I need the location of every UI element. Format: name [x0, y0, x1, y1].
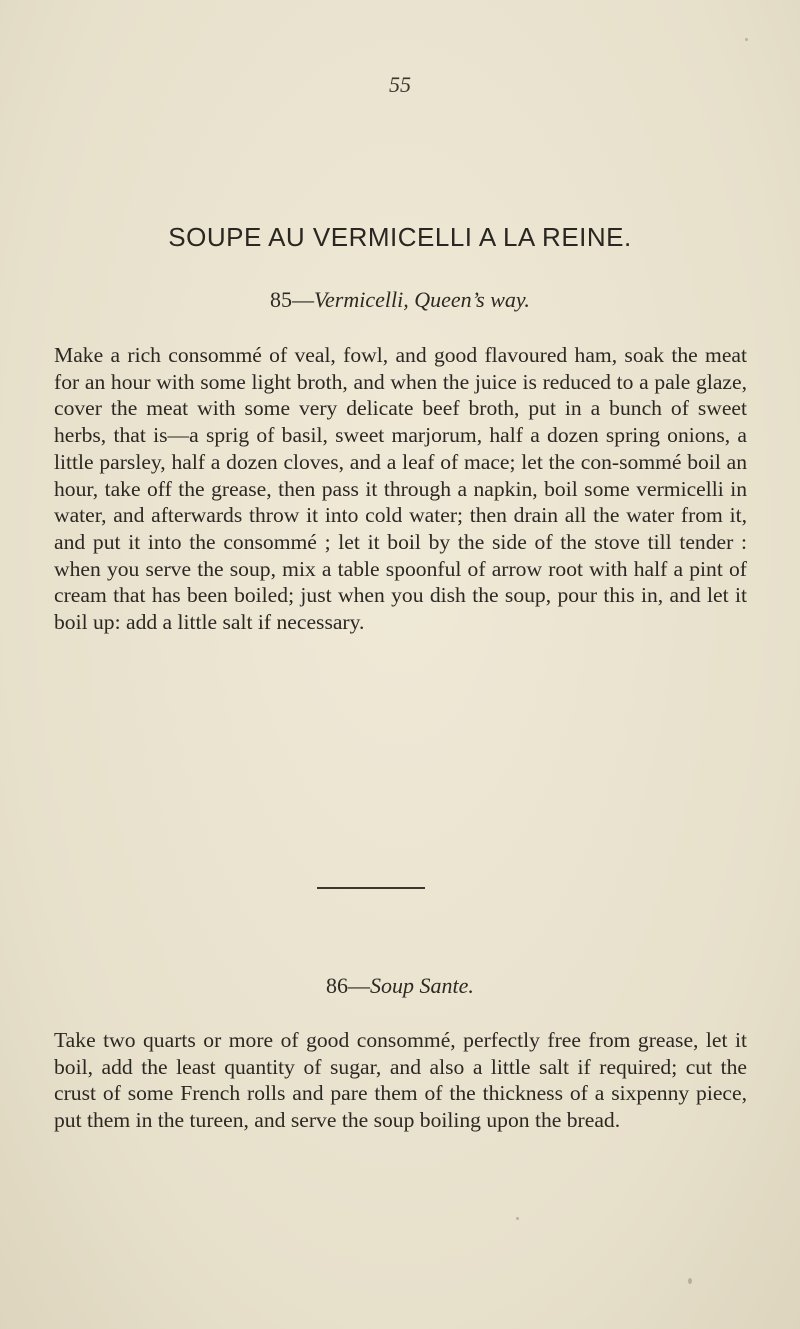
section-title: SOUPE AU VERMICELLI A LA REINE. [168, 222, 632, 252]
paper-speck [745, 38, 748, 41]
recipe-heading-86 [0, 973, 800, 999]
page-number: 55 [389, 72, 411, 97]
recipe-text-85: Make a rich consommé of veal, fowl, and good flavoured ham, soak the meat for an hour with some light broth, and when the juice is reduced to a pale glaze, cover the meat with some very delicate beef broth, put in a bunch of sweet herbs, that is—a sprig of basil, sweet marjorum, half a dozen spring onions, a little parsley, half a dozen cloves, and a leaf of mace; let the con-sommé boil an hour, take off the grease, then pass it through a napkin, boil some vermicelli in water, and afterwards throw it into cold water; then drain all the water from it, and put it into the consommé ; let it boil by the side of the stove till tender : when you serve the soup, mix a table spoonful of arrow root with half a pint of cream that has been boiled; just when you dish the soup, pour this in, and let it boil up: add a little salt if necessary. [54, 343, 747, 635]
section-divider [317, 887, 425, 889]
recipe-number: 86— [326, 973, 371, 998]
recipe-name: Vermicelli, Queen’s way. [314, 287, 530, 312]
recipe-name: Soup Sante. [370, 973, 474, 998]
recipe-heading-85 [0, 287, 800, 313]
recipe-number: 85— [270, 287, 315, 312]
recipe-text-86: Take two quarts or more of good consommé, perfectly free from grease, let it boil, add the least quantity of sugar, and also a little salt if required; cut the crust of some French rolls and pare them of the thickness of a sixpenny piece, put them in the tureen, and serve the soup boiling upon the bread. [54, 1028, 747, 1133]
paper-speck [688, 1278, 692, 1284]
paper-speck [516, 1217, 519, 1220]
